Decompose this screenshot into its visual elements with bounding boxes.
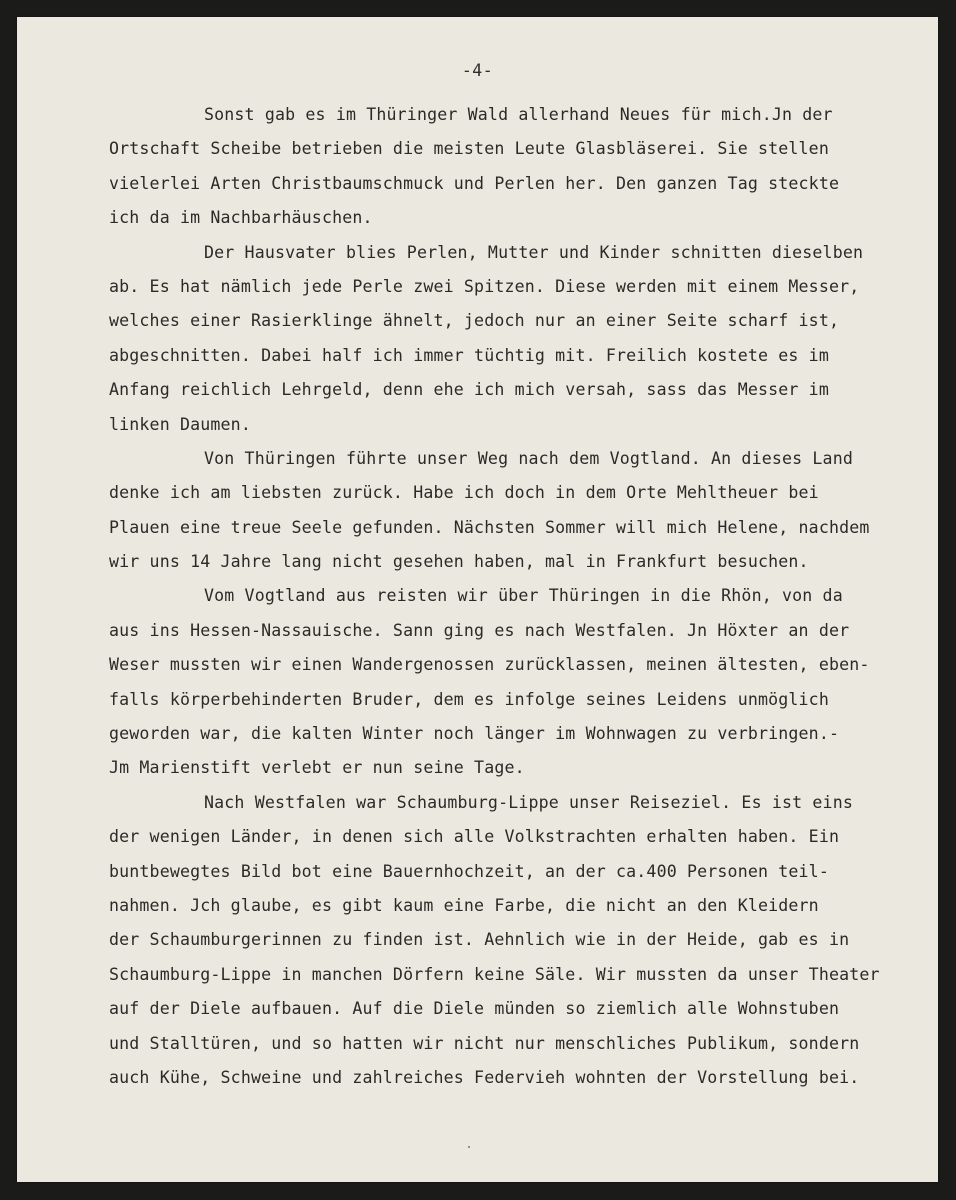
text-line: wir uns 14 Jahre lang nicht gesehen haben, mal in Frankfurt besuchen. xyxy=(109,552,809,572)
text-line: welches einer Rasierklinge ähnelt, jedoch nur an einer Seite scharf ist, xyxy=(109,311,840,331)
text-line: linken Daumen. xyxy=(109,414,251,434)
text-line: Ortschaft Scheibe betrieben die meisten Leute Glasbläserei. Sie stellen xyxy=(109,139,829,159)
text-line: abgeschnitten. Dabei half ich immer tüchtig mit. Freilich kostete es im xyxy=(109,345,829,365)
document-body xyxy=(109,98,929,1095)
text-line: Von Thüringen führte unser Weg nach dem Vogtland. An dieses Land xyxy=(204,448,853,468)
text-line: der Schaumburgerinnen zu finden ist. Aehnlich wie in der Heide, gab es in xyxy=(109,930,850,950)
text-line: Vom Vogtland aus reisten wir über Thüringen in die Rhön, von da xyxy=(204,586,843,606)
text-line: buntbewegtes Bild bot eine Bauernhochzeit, an der ca.400 Personen teil- xyxy=(109,861,829,881)
text-line: nahmen. Jch glaube, es gibt kaum eine Farbe, die nicht an den Kleidern xyxy=(109,895,819,915)
text-line: Anfang reichlich Lehrgeld, denn ehe ich mich versah, sass das Messer im xyxy=(109,380,829,400)
text-line: denke ich am liebsten zurück. Habe ich doch in dem Orte Mehltheuer bei xyxy=(109,483,819,503)
text-line: Schaumburg-Lippe in manchen Dörfern keine Säle. Wir mussten da unser Theater xyxy=(109,964,880,984)
text-line: und Stalltüren, und so hatten wir nicht nur menschliches Publikum, sondern xyxy=(109,1033,860,1053)
text-line: vielerlei Arten Christbaumschmuck und Perlen her. Den ganzen Tag steckte xyxy=(109,173,840,193)
text-line: Der Hausvater blies Perlen, Mutter und Kinder schnitten dieselben xyxy=(204,242,864,262)
text-line: Jm Marienstift verlebt er nun seine Tage. xyxy=(109,758,525,778)
text-line: auch Kühe, Schweine und zahlreiches Federvieh wohnten der Vorstellung bei. xyxy=(109,1067,860,1087)
text-line: falls körperbehinderten Bruder, dem es infolge seines Leidens unmöglich xyxy=(109,689,829,709)
document-page xyxy=(17,17,938,1182)
text-line: Weser mussten wir einen Wandergenossen zurücklassen, meinen ältesten, eben- xyxy=(109,655,870,675)
text-line: Nach Westfalen war Schaumburg-Lippe unser Reiseziel. Es ist eins xyxy=(204,792,853,812)
text-line: Plauen eine treue Seele gefunden. Nächsten Sommer will mich Helene, nachdem xyxy=(109,517,870,537)
text-line: Sonst gab es im Thüringer Wald allerhand Neues für mich.Jn der xyxy=(204,105,833,124)
paper-speck xyxy=(468,1146,470,1148)
text-line: aus ins Hessen-Nassauische. Sann ging es nach Westfalen. Jn Höxter an der xyxy=(109,620,850,640)
text-line: geworden war, die kalten Winter noch länger im Wohnwagen zu verbringen.- xyxy=(109,724,840,744)
text-line: der wenigen Länder, in denen sich alle Volkstrachten erhalten haben. Ein xyxy=(109,827,840,847)
text-line: ab. Es hat nämlich jede Perle zwei Spitzen. Diese werden mit einem Messer, xyxy=(109,276,860,296)
text-line: auf der Diele aufbauen. Auf die Diele münden so ziemlich alle Wohnstuben xyxy=(109,999,840,1019)
text-line: ich da im Nachbarhäuschen. xyxy=(109,208,373,228)
page-number: -4- xyxy=(461,61,494,80)
